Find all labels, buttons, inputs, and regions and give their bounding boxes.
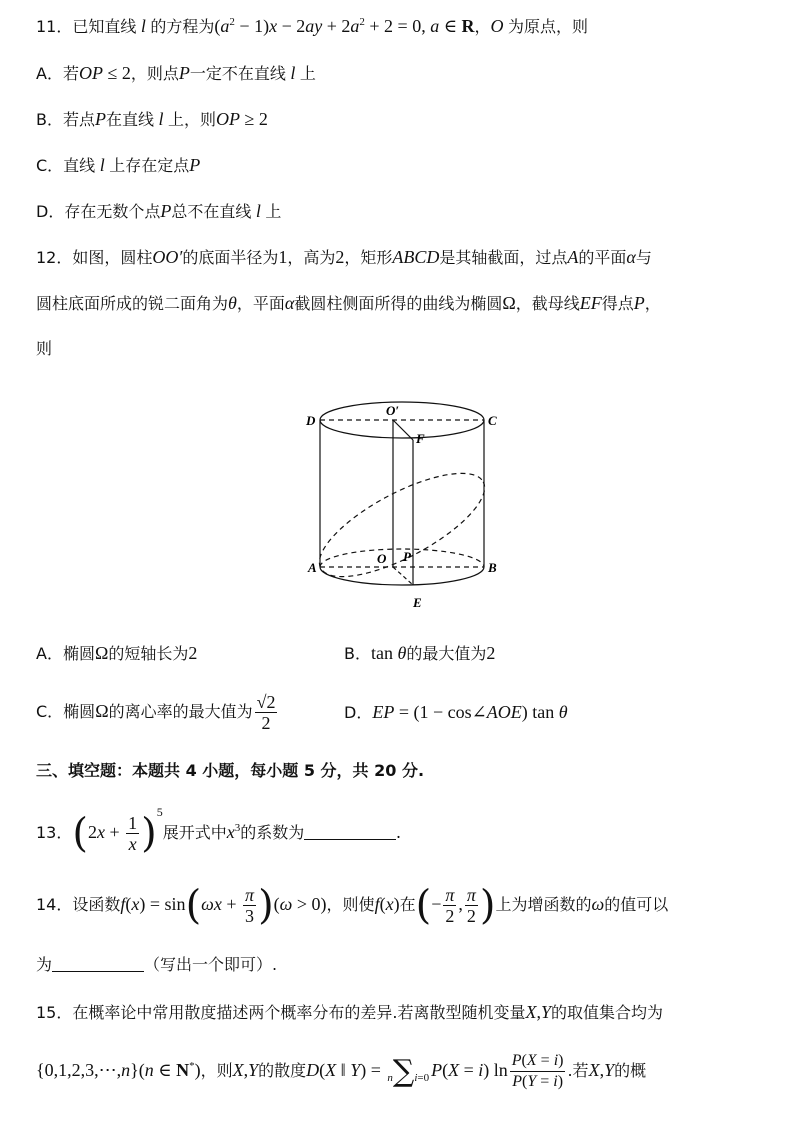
fig-label-d: D xyxy=(306,413,316,428)
fig-label-o1: O′ xyxy=(386,403,400,418)
q12-stem-line3: 则 xyxy=(36,339,53,358)
q12-stem-line1: 12．如图，圆柱OO′的底面半径为1，高为2，矩形ABCD是其轴截面，过点A的平面α与 xyxy=(36,247,652,267)
q13-number: 13． xyxy=(36,823,73,842)
segment-oe xyxy=(393,567,413,585)
q12-stem-line2: 圆柱底面所成的锐二面角为θ，平面α截圆柱侧面所得的曲线为椭圆Ω，截母线EF得点P， xyxy=(36,293,661,313)
q12-option-c: C．椭圆Ω的离心率的最大值为 $\frac{√2}{2}$ xyxy=(36,692,276,733)
q12-option-a: A．椭圆Ω的短轴长为2 xyxy=(36,643,198,663)
q12-option-d: D．EP = (1 − cos∠AOE) tan θ xyxy=(344,702,568,722)
q13: 13．(2x + $\frac{1}{x}$ )$^5$展开式中$x^3$的系数为 . xyxy=(36,805,401,857)
q11-option-d: D．存在无数个点P总不在直线 l 上 xyxy=(36,201,282,221)
q11-option-c: C．直线 l 上存在定点P xyxy=(36,155,201,175)
q14-line1: 14．设函数f(x) = sin(ωx + $\frac{\pi}{3}$ )(ω > 0)，则使f(x)在(− $\frac{\pi}{2}$ , $\frac{\pi}{2}$ )上为增函数的ω的值可以 xyxy=(36,882,669,929)
fig-label-b: B xyxy=(488,560,497,575)
q13-answer-blank[interactable] xyxy=(304,821,396,840)
q11-option-b: B．若点P在直线 l 上，则OP ≥ 2 xyxy=(36,109,268,129)
fig-label-e: E xyxy=(413,595,422,610)
q15-line1: 15．在概率论中常用散度描述两个概率分布的差异.若离散型随机变量X,Y的取值集合均为 xyxy=(36,1002,663,1022)
cylinder-figure xyxy=(300,395,500,615)
fig-label-c: C xyxy=(488,413,497,428)
fig-label-f: F xyxy=(416,431,425,446)
q12-option-b: B．tan θ的最大值为2 xyxy=(344,643,496,663)
q15-number: 15． xyxy=(36,1003,73,1022)
q11-stem: 11．已知直线 l 的方程为$(a^2 - 1)x - 2ay + 2a^2 + 2 = 0$, a ∈ R，O 为原点，则 xyxy=(36,16,589,36)
q15-line2: {0,1,2,3,⋯,n}(n ∈ N*)，则X,Y的散度D(X ‖ Y) = n∑i=0 P(X = i) ln $\frac{P(X = i)}{P(Y = i)}$ .若X,Y的概 xyxy=(36,1052,647,1090)
fig-label-p: P xyxy=(403,549,411,564)
fig-label-o: O xyxy=(377,551,387,566)
q11-number: 11． xyxy=(36,17,73,36)
q11-option-a: A．若OP ≤ 2，则点P一定不在直线 l 上 xyxy=(36,63,316,83)
section-3-heading: 三、填空题：本题共 4 小题，每小题 5 分，共 20 分. xyxy=(36,761,425,780)
q14-answer-blank[interactable] xyxy=(52,953,144,972)
bottom-ellipse-back xyxy=(320,549,484,567)
q14-number: 14． xyxy=(36,895,73,914)
bottom-ellipse-front xyxy=(320,567,484,585)
q12-number: 12． xyxy=(36,248,73,267)
oblique-ellipse xyxy=(306,454,499,597)
fig-label-a: A xyxy=(308,560,317,575)
q14-line2: 为 （写出一个即可）. xyxy=(36,955,278,974)
segment-o1f xyxy=(393,420,413,440)
